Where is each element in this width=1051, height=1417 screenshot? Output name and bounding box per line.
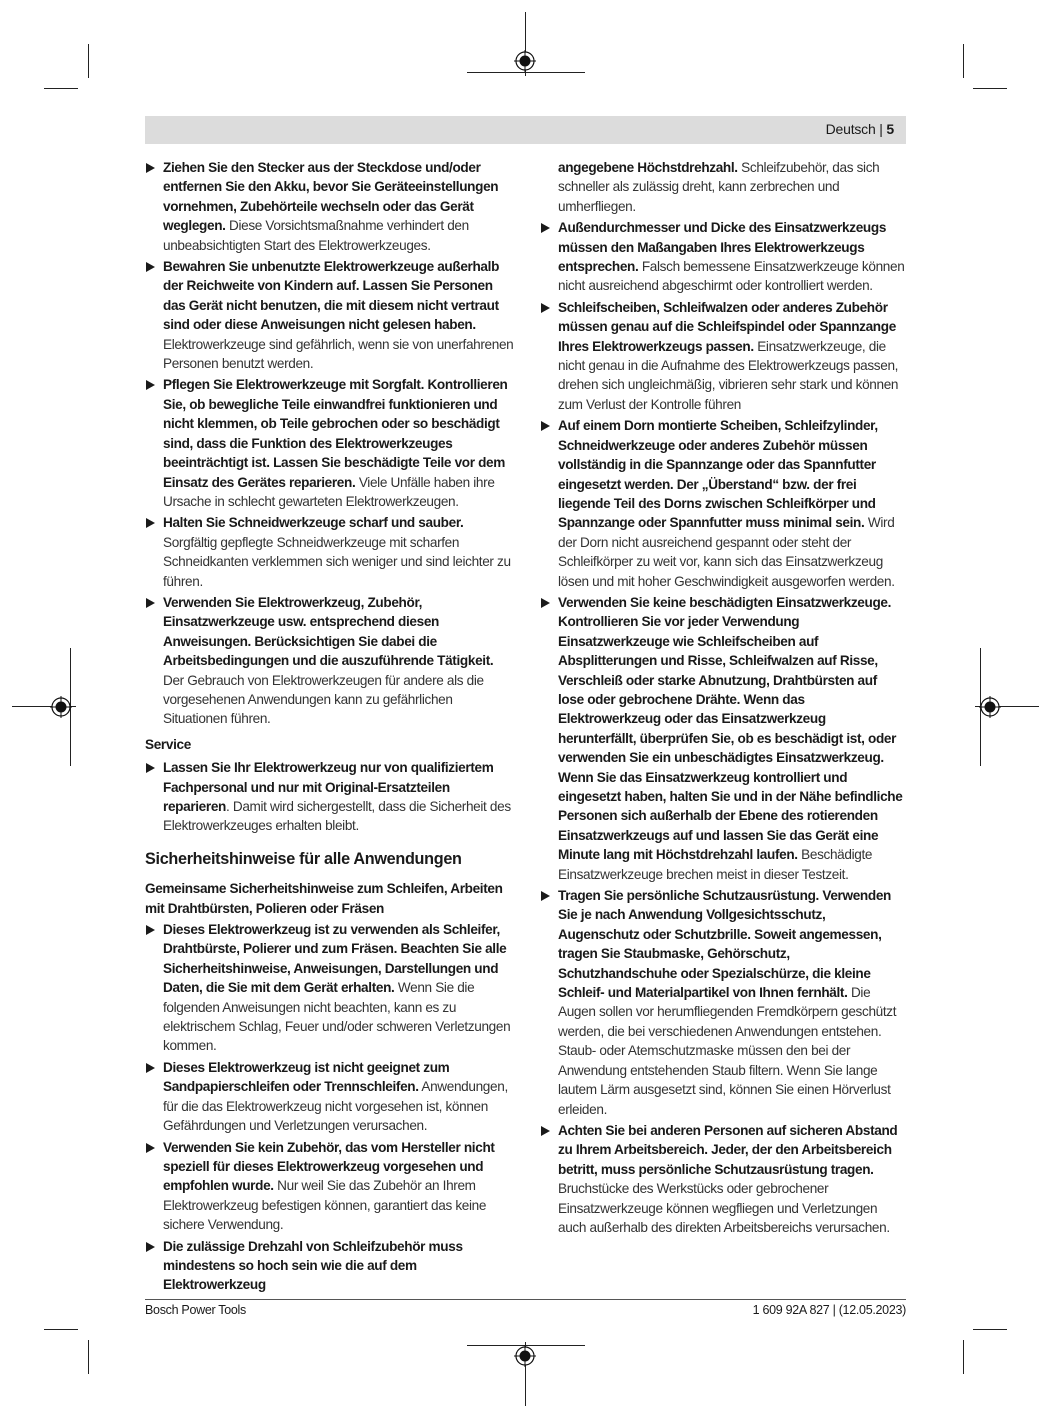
footer-doc-number: 1 609 92A 827 | (12.05.2023) <box>752 1303 906 1317</box>
registration-mark-icon <box>50 696 72 718</box>
bullet-arrow-icon <box>146 763 155 773</box>
registration-mark-icon <box>514 1345 536 1367</box>
crop-mark <box>973 1329 1007 1330</box>
list-item <box>145 257 515 373</box>
header-text <box>826 121 894 137</box>
crop-mark <box>973 88 1007 89</box>
right-column <box>540 158 906 1239</box>
registration-mark-icon <box>514 50 536 72</box>
service-heading: Service <box>145 736 191 752</box>
list-item <box>145 1138 515 1235</box>
item-bold: Lassen Sie Ihr Elektrowerkzeug nur von qualifiziertem Fachpersonal und nur mit Original-Ersatzteilen reparieren <box>163 760 494 814</box>
crop-mark <box>963 44 964 78</box>
crop-mark <box>963 1340 964 1374</box>
bullet-arrow-icon <box>146 163 155 173</box>
bullet-arrow-icon <box>146 262 155 272</box>
crop-mark <box>88 44 89 78</box>
item-bold: Auf einem Dorn montierte Scheiben, Schleifzylinder, Schneidwerkzeuge oder anderes Zubehör müssen vollständig in die Spannzange oder das Spannfutter eingesetzt werden. Der „Überstand“ bzw. der frei liegende Teil des Dorns zwischen Schleifkörper und Spannzange oder Spannfutter muss minimal sein. <box>558 418 878 531</box>
sub-title: Gemeinsame Sicherheitshinweise zum Schleifen, Arbeiten mit Drahtbürsten, Polieren oder Fräsen <box>145 881 503 916</box>
section-title: Sicherheitshinweise für alle Anwendungen <box>145 849 462 868</box>
item-text: Elektrowerkzeuge sind gefährlich, wenn sie von unerfahrenen Personen benutzt werden. <box>163 336 514 372</box>
item-bold: angegebene Höchstdrehzahl. <box>558 160 738 175</box>
list-item <box>540 1121 906 1237</box>
item-text: Diese Vorsichtsmaßnahme verhindert den unbeabsichtigten Start des Elektrowerkzeuges. <box>163 218 469 253</box>
list-item <box>145 1237 515 1295</box>
header-separator: | <box>875 121 887 137</box>
list-item <box>145 920 515 1056</box>
crop-mark <box>88 1340 89 1374</box>
item-text: . Damit wird sichergestellt, dass die Sicherheit des Elektrowerkzeuges erhalten bleibt. <box>163 799 511 834</box>
item-text: Beschädigte Einsatzwerkzeuge brechen meist in dieser Testzeit. <box>558 847 873 882</box>
item-bold: Dieses Elektrowerkzeug ist zu verwenden als Schleifer, Drahtbürste, Polierer und zum Fräsen. Beachten Sie alle Sicherheitshinweise, Anweisungen, Darstellungen und Daten, die Sie mit dem Gerät erhalten. <box>163 922 507 996</box>
bullet-arrow-icon <box>146 925 155 935</box>
item-text: Schleifzubehör, das sich schneller als zulässig dreht, kann zerbrechen und umherfliegen. <box>558 160 880 214</box>
bullet-arrow-icon <box>541 303 550 313</box>
item-bold: Außendurchmesser und Dicke des Einsatzwerkzeugs müssen den Maßangaben Ihres Elektrowerkzeugs entsprechen. <box>558 220 887 275</box>
item-bold: Achten Sie bei anderen Personen auf sicheren Abstand zu Ihrem Arbeitsbereich. Jeder, der den Arbeitsbereich betritt, muss persönliche Schutzausrüstung tragen. <box>558 1122 898 1177</box>
item-text: Sorgfältig gepflegte Schneidwerkzeuge mit scharfen Schneidkanten verklemmen sich weniger und sind leichter zu führen. <box>163 534 511 589</box>
bullet-arrow-icon <box>541 1126 550 1136</box>
item-bold: Pflegen Sie Elektrowerkzeuge mit Sorgfalt. Kontrollieren Sie, ob bewegliche Teile einwandfrei funktionieren und nicht klemmen, ob Teile gebrochen oder so beschädigt sind, dass die Funktion des Elektrowerkzeuges beeinträchtigt ist. Lassen Sie beschädigte Teile vor dem Einsatz des Gerätes reparieren. <box>163 377 508 490</box>
bullet-arrow-icon <box>541 891 550 901</box>
bullet-arrow-icon <box>541 223 550 233</box>
item-text: Anwendungen, für die das Elektrowerkzeug nicht vorgesehen ist, können Gefährdungen und Verletzungen verursachen. <box>163 1079 508 1134</box>
list-item <box>145 375 515 511</box>
list-item <box>540 886 906 1119</box>
item-bold: Tragen Sie persönliche Schutzausrüstung. Verwenden Sie je nach Anwendung Vollgesichtsschutz, Augenschutz oder Schutzbrille. Soweit angemessen, tragen Sie Staubmaske, Gehörschutz, Schutzhandschuhe oder Spezialschürze, die kleine Schleif- und Materialpartikel von Ihnen fernhält. <box>558 888 892 1001</box>
item-bold: Schleifscheiben, Schleifwalzen oder anderes Zubehör müssen genau auf die Schleifspindel oder Spannzange Ihres Elektrowerkzeugs passen. <box>558 299 896 354</box>
bullet-arrow-icon <box>146 380 155 390</box>
list-item <box>145 758 515 836</box>
item-bold: Halten Sie Schneidwerkzeuge scharf und sauber. <box>163 515 464 531</box>
item-bold: Dieses Elektrowerkzeug ist nicht geeignet zum Sandpapierschleifen oder Trennschleifen. <box>163 1059 450 1095</box>
header-language: Deutsch <box>825 121 876 137</box>
list-item <box>145 158 515 255</box>
crop-mark <box>44 1329 78 1330</box>
bullet-arrow-icon <box>146 518 155 528</box>
item-text: Der Gebrauch von Elektrowerkzeugen für andere als die vorgesehenen Anwendungen kann zu gefährlichen Situationen führen. <box>163 672 484 727</box>
item-text: Nur weil Sie das Zubehör an Ihrem Elektrowerkzeug befestigen können, garantiert das keine sichere Verwendung. <box>163 1178 487 1233</box>
item-bold: Bewahren Sie unbenutzte Elektrowerkzeuge außerhalb der Reichweite von Kindern auf. Lassen Sie Personen das Gerät nicht benutzen, die mit diesem nicht vertraut sind oder diese Anweisungen nicht gelesen haben. <box>163 259 500 333</box>
list-item <box>540 218 906 296</box>
item-text: Viele Unfälle haben ihre Ursache in schlecht gewarteten Elektrowerkzeugen. <box>163 474 495 509</box>
item-bold: Verwenden Sie kein Zubehör, das vom Hersteller nicht speziell für dieses Elektrowerkzeug vorgesehen und empfohlen wurde. <box>163 1139 495 1194</box>
item-text: Einsatzwerkzeuge, die nicht genau in die Aufnahme des Elektrowerkzeugs passen, drehen sich ungleichmäßig, vibrieren sehr stark und können zum Verlust der Kontrolle führen <box>558 338 899 412</box>
list-item <box>540 298 906 414</box>
crop-mark <box>467 72 585 73</box>
item-text: Falsch bemessene Einsatzwerkzeuge können nicht ausreichend abgeschirmt oder kontrolliert werden. <box>558 259 905 294</box>
list-item-continuation <box>540 158 906 216</box>
page-number: 5 <box>886 121 894 137</box>
footer-brand: Bosch Power Tools <box>145 1303 246 1317</box>
bullet-arrow-icon <box>541 598 550 608</box>
list-item <box>540 416 906 591</box>
bullet-arrow-icon <box>146 598 155 608</box>
bullet-arrow-icon <box>541 421 550 431</box>
left-column <box>145 158 515 1297</box>
item-text: Wenn Sie die folgenden Anweisungen nicht beachten, kann es zu elektrischem Schlag, Feuer und/oder schweren Verletzungen kommen. <box>163 980 511 1054</box>
item-text: Bruchstücke des Werkstücks oder gebrochener Einsatzwerkzeuge können wegfliegen und Verletzungen auch außerhalb des direkten Arbeitsbereichs verursachen. <box>558 1181 890 1235</box>
item-bold: Verwenden Sie keine beschädigten Einsatzwerkzeuge. Kontrollieren Sie vor jeder Verwendung Einsatzwerkzeuge wie Schleifscheiben auf Absplitterungen und Risse, Schleifwalzen auf Risse, Verschleiß oder starke Abnutzung, Drahtbürsten auf lose oder gebrochene Drähte. Wenn das Elektrowerkzeug oder das Einsatzwerkzeug herunterfällt, überprüfen Sie, ob es beschädigt ist, oder verwenden Sie ein unbeschädigtes Einsatzwerkzeug. Wenn Sie das Einsatzwerkzeug kontrolliert und eingesetzt haben, halten Sie und in der Nähe befindliche Personen sich außerhalb der Ebene des rotierenden Einsatzwerkzeugs auf und lassen Sie das Gerät eine Minute lang mit Höchstdrehzahl laufen. <box>558 594 903 863</box>
footer-divider <box>145 1299 906 1300</box>
item-text: Wird der Dorn nicht ausreichend gespannt oder steht der Schleifkörper zu weit vor, kann sich das Einsatzwerkzeug lösen und mit hoher Geschwindigkeit ausgeworfen werden. <box>558 515 895 589</box>
list-item <box>145 1058 515 1136</box>
item-text: Die Augen sollen vor herumfliegenden Fremdkörpern geschützt werden, die bei verschiedenen Anwendungen entstehen. Staub- oder Atemschutzmaske müssen den bei der Anwendung entstehenden Staub filtern. Wenn Sie lange lautem Lärm ausgesetzt sind, können Sie einen Hörverlust erleiden. <box>558 985 897 1117</box>
item-bold: Die zulässige Drehzahl von Schleifzubehör muss mindestens so hoch sein wie die auf dem Elektrowerkzeug <box>163 1238 463 1293</box>
registration-mark-icon <box>979 696 1001 718</box>
list-item <box>540 593 906 884</box>
crop-mark <box>44 88 78 89</box>
list-item <box>145 513 515 591</box>
list-item <box>145 593 515 729</box>
bullet-arrow-icon <box>146 1063 155 1073</box>
page-header <box>145 116 906 144</box>
item-bold: Ziehen Sie den Stecker aus der Steckdose und/oder entfernen Sie den Akku, bevor Sie Geräteeinstellungen vornehmen, Zubehörteile wechseln oder das Gerät weglegen. <box>163 160 499 234</box>
item-bold: Verwenden Sie Elektrowerkzeug, Zubehör, Einsatzwerkzeuge usw. entsprechend diesen Anweisungen. Berücksichtigen Sie dabei die Arbeitsbedingungen und die auszuführende Tätigkeit. <box>163 594 494 669</box>
bullet-arrow-icon <box>146 1242 155 1252</box>
bullet-arrow-icon <box>146 1143 155 1153</box>
